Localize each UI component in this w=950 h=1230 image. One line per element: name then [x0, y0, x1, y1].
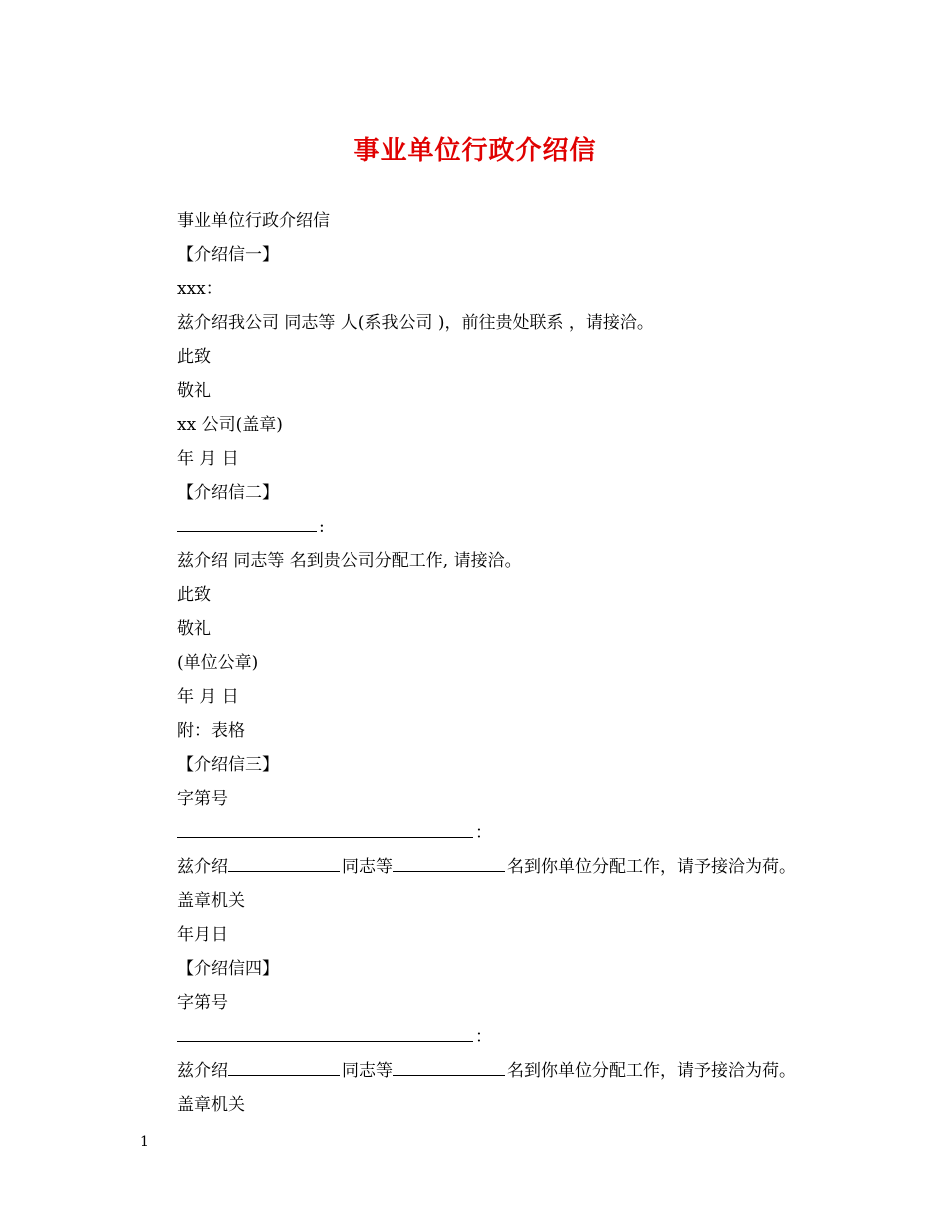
date-line: 年 月 日 [177, 687, 239, 707]
text-line: 附：表格 [177, 721, 245, 741]
fill-mid: 同志等 [342, 857, 393, 877]
colon: ： [475, 1027, 492, 1047]
colon: : [319, 517, 325, 537]
section-heading: 【介绍信四】 [177, 959, 279, 979]
fill-prefix: 兹介绍 [177, 1061, 228, 1081]
fill-blank [177, 1021, 473, 1042]
addressee-blank-line [177, 510, 877, 544]
text-line: 盖章机关 [177, 891, 245, 911]
text-line: xx 公司(盖章) [177, 415, 283, 435]
text-line: 此致 [177, 347, 211, 367]
document-body [177, 204, 877, 1122]
fill-suffix: 名到你单位分配工作，请予接洽为荷。 [507, 857, 796, 877]
fill-blank [393, 1055, 505, 1076]
addressee-blank-line [177, 816, 877, 850]
text-line: 兹介绍 同志等 名到贵公司分配工作, 请接洽。 [177, 551, 522, 571]
fill-blank [177, 817, 473, 838]
text-line: 字第号 [177, 993, 228, 1013]
fill-in-line [177, 850, 877, 884]
colon: ： [475, 823, 492, 843]
document-title: 事业单位行政介绍信 [353, 136, 597, 166]
fill-mid: 同志等 [342, 1061, 393, 1081]
fill-blank [177, 511, 317, 532]
addressee-blank-line [177, 1020, 877, 1054]
date-line: 年 月 日 [177, 449, 239, 469]
text-line: 敬礼 [177, 619, 211, 639]
fill-blank [393, 851, 505, 872]
fill-in-line [177, 1054, 877, 1088]
fill-suffix: 名到你单位分配工作，请予接洽为荷。 [507, 1061, 796, 1081]
fill-prefix: 兹介绍 [177, 857, 228, 877]
text-line: xxx： [177, 279, 223, 299]
text-line: (单位公章) [177, 653, 259, 673]
section-heading: 【介绍信一】 [177, 245, 279, 265]
text-line: 盖章机关 [177, 1095, 245, 1115]
section-heading: 【介绍信三】 [177, 755, 279, 775]
text-line: 敬礼 [177, 381, 211, 401]
fill-blank [228, 851, 340, 872]
text-line: 此致 [177, 585, 211, 605]
fill-blank [228, 1055, 340, 1076]
text-line: 事业单位行政介绍信 [177, 211, 330, 231]
text-line: 兹介绍我公司 同志等 人(系我公司 )，前往贵处联系 ，请接洽。 [177, 313, 654, 333]
section-heading: 【介绍信二】 [177, 483, 279, 503]
text-line: 字第号 [177, 789, 228, 809]
page-number: 1 [140, 1134, 149, 1150]
date-line: 年月日 [177, 925, 228, 945]
